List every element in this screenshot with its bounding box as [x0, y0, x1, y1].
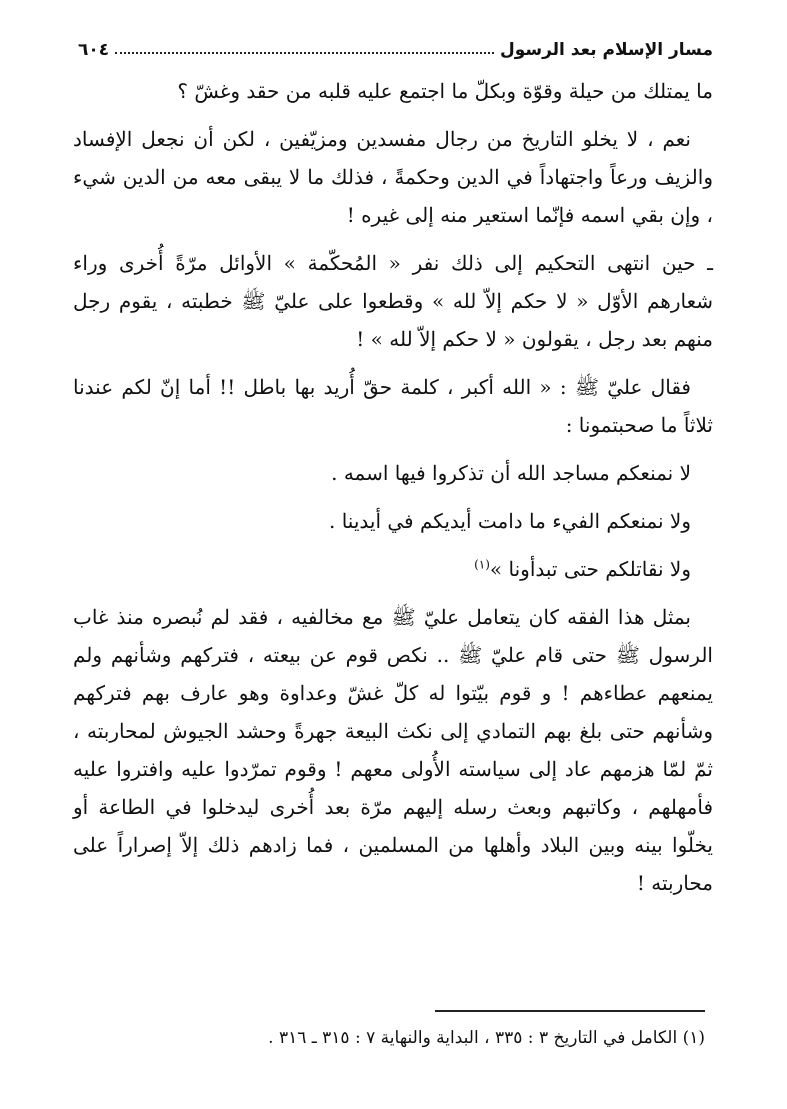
quote-line-1: لا نمنعكم مساجد الله أن تذكروا فيها اسمه . [331, 461, 691, 485]
header-dot-leader [115, 52, 494, 54]
footnote: (١) الكامل في التاريخ ٣ : ٣٣٥ ، البداية والنهاية ٧ : ٣١٥ ـ ٣١٦ . [268, 1028, 705, 1048]
page-number: ٦٠٤ [78, 40, 110, 60]
paragraph-5: بمثل هذا الفقه كان يتعامل عليّ ﷺ مع مخالفيه ، فقد لم نُبصره منذ غاب الرسول ﷺ حتى قام عليّ ﷺ .. نكص قوم عن بيعته ، فتركهم وشأنهم ولم يمنعهم عطاءهم ! و قوم بيّتوا له كلّ غشّ وعداوة وهو عارف بهم فتركهم وشأنهم حتى بلغ بهم التمادي إلى نكث البيعة جهرةً وحشد الجيوش لمحاربته ، ثمّ لمّا هزمهم عاد إلى سياسته الأُولى معهم ! وقوم تمرّدوا عليه وافتروا عليه فأمهلهم ، وكاتبهم وبعث رسله إليهم مرّة بعد أُخرى ليدخلوا في الطاعة أو يخلّوا بينه وبين البلاد وأهلها من المسلمين ، فما زادهم ذلك إلاّ إصراراً على محاربته ! [73, 605, 713, 895]
paragraph-3: ـ حين انتهى التحكيم إلى ذلك نفر « المُحكّمة » الأوائل مرّةً أُخرى وراء شعارهم الأوّل « لا حكم إلاّ لله » وقطعوا على عليّ ﷺ خطبته ، يقوم رجل منهم بعد رجل ، يقولون « لا حكم إلاّ لله » ! [73, 251, 713, 351]
paragraph-4: فقال عليّ ﷺ : « الله أكبر ، كلمة حقّ أُريد بها باطل !! أما إنّ لكم عندنا ثلاثاً ما صحبتمونا : [73, 375, 713, 437]
book-title: مسار الإسلام بعد الرسول [499, 40, 713, 60]
paragraph-2: نعم ، لا يخلو التاريخ من رجال مفسدين ومزيّفين ، لكن أن نجعل الإفساد والزيف ورعاً واجتهاداً في الدين وحكمةً ، فذلك ما لا يبقى معه من الدين شيء ، وإن بقي اسمه فإنّما استعير منه إلى غيره ! [73, 127, 713, 227]
footnote-separator [435, 1010, 705, 1012]
quote-line-3-text: ولا نقاتلكم حتى تبدأونا » [489, 557, 691, 581]
quote-line-2: ولا نمنعكم الفيء ما دامت أيديكم في أيدينا . [328, 509, 691, 533]
footnote-reference: (١) [474, 557, 490, 572]
body-text [73, 72, 713, 912]
running-header [78, 26, 713, 60]
quote-line-3 [73, 550, 713, 588]
paragraph-1: ما يمتلك من حيلة وقوّة وبكلّ ما اجتمع عليه قلبه من حقد وغشّ ؟ [177, 79, 713, 103]
